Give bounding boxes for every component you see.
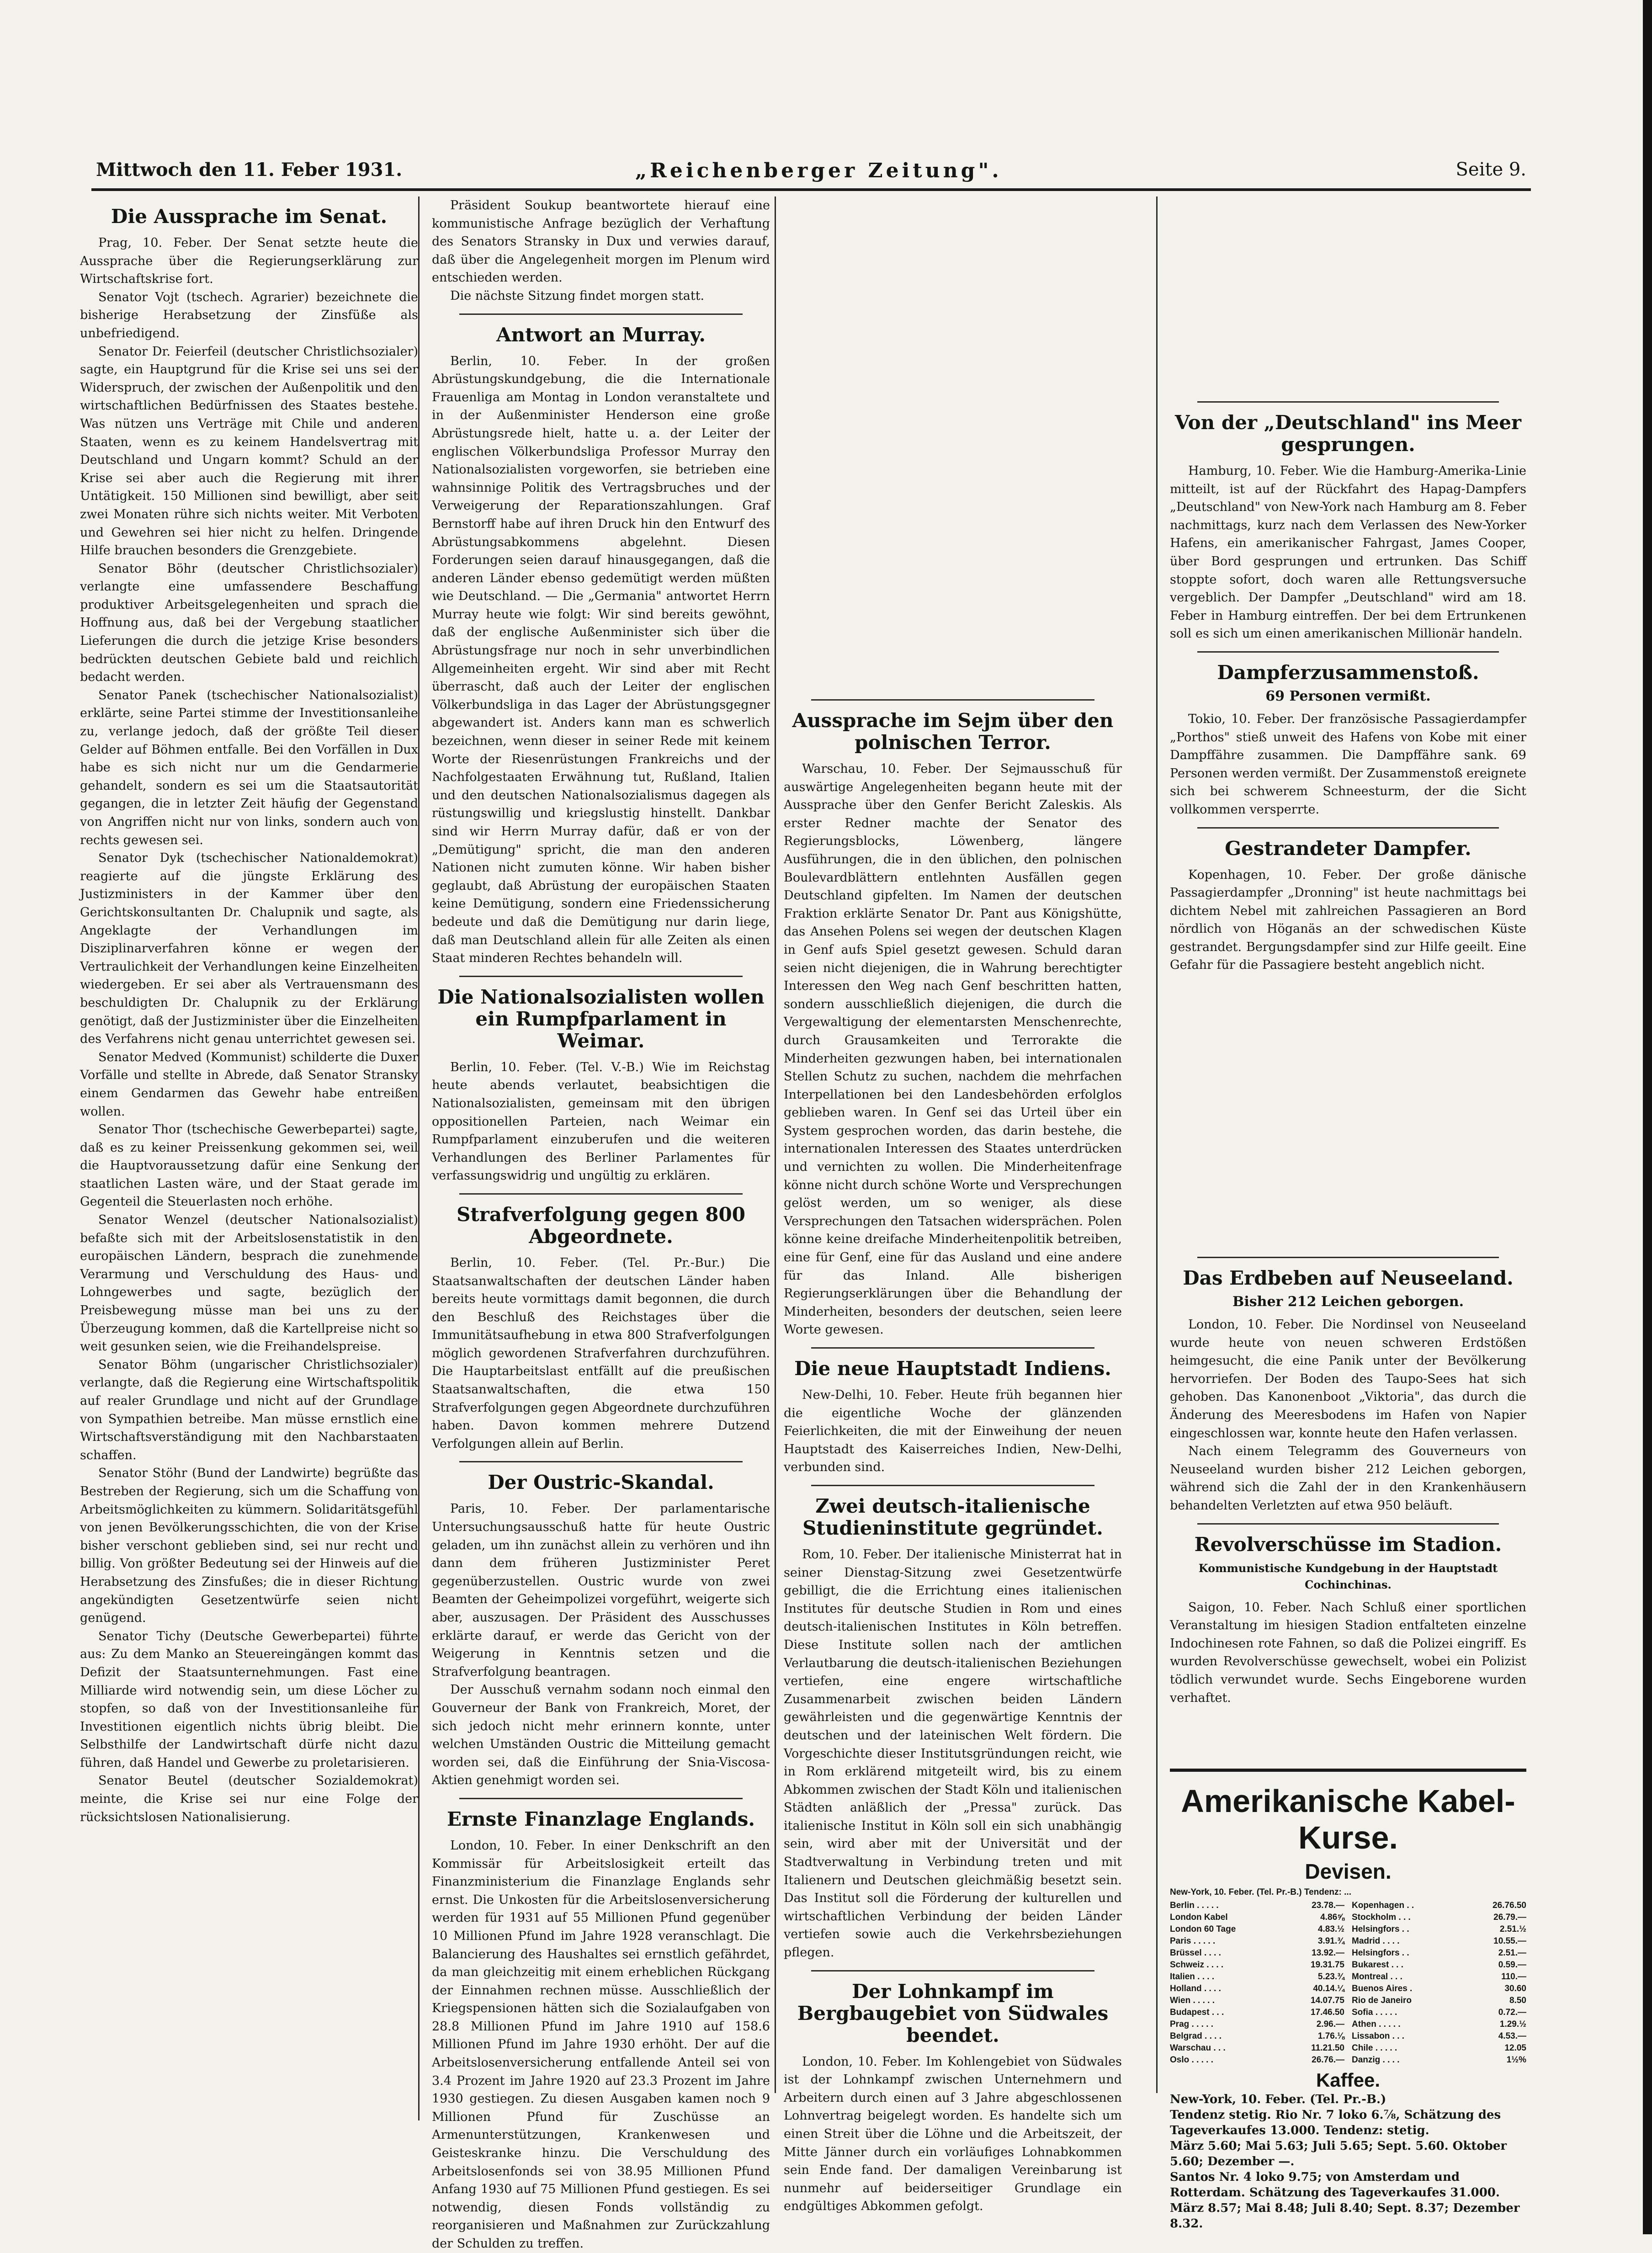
rate-value: 8.50 [1509, 1996, 1526, 2005]
rate-city: Helsingfors . . [1352, 1948, 1409, 1958]
article-divider [811, 1485, 1094, 1486]
article-divider [459, 1461, 743, 1462]
rate-city: Kopenhagen . . [1352, 1901, 1414, 1910]
rate-city: Budapest . . . [1170, 2008, 1224, 2017]
rate-value: 13.92.— [1312, 1948, 1344, 1958]
article-paragraph: Hamburg, 10. Feber. Wie die Hamburg-Amerika-Linie mitteilt, ist auf der Rückfahrt des Hapag-Dampfers „Deutschland" von New-York nach Hamburg am 8. Feber nachmittags, kurz nach dem Verlassen des New-Yorker Hafens, ein amerikanischer Fahrgast, James Cooper, über Bord gesprungen und ertrunken. Das Schiff stoppte sofort, doch waren alle Rettungsversuche vergeblich. Der Dampfer „Deutschland" wird am 18. Feber in Hamburg eintreffen. Der bei dem Ertrunkenen soll es sich um einen amerikanischen Millionär handeln. [1170, 464, 1526, 641]
rate-row [1352, 1995, 1526, 2007]
rate-value: 4.53.— [1498, 2031, 1526, 2041]
article-strafverfolgung [432, 1204, 770, 1453]
article-paragraph: Prag, 10. Feber. Der Senat setzte heute die Aussprache über die Regierungserklärung zur Wirtschaftskrise fort. [80, 236, 418, 287]
article-title: Die Aussprache im Senat. [111, 205, 388, 228]
article-stadion [1170, 1534, 1526, 1707]
article-title: Gestrandeter Dampfer. [1225, 837, 1471, 860]
page-header [96, 159, 1526, 191]
article-title: Zwei deutsch-italienische Studieninstitute gegründet. [802, 1494, 1103, 1539]
article-title: Die neue Hauptstadt Indiens. [794, 1357, 1111, 1380]
devisen-table [1170, 1900, 1526, 2066]
rate-row [1170, 2007, 1344, 2019]
markets-rule [1170, 1769, 1526, 1772]
rate-row [1352, 1959, 1526, 1971]
article-paragraph: Senator Dr. Feierfeil (deutscher Christlichsozialer) sagte, ein Hauptgrund für die Krise sei uns sei der Widerspruch, der zwischen der Außenpolitik und den wirtschaftlichen Bedürfnissen des Staates bestehe. Was nützen uns Verträge mit Chile und anderen Staaten, wenn es zu keinem Handelsvertrag mit Deutschland und Ungarn kommt? Schuld an der Krise sei aber auch die Regierung mit ihrer Untätigkeit. 150 Millionen sind bewilligt, aber seit zwei Monaten rühre sich nichts weiter. Mit Verboten und Gewehren sei hier nicht zu helfen. Dringende Hilfe brauchen besonders die Grenzgebiete. [80, 344, 418, 558]
article-paragraph: Warschau, 10. Feber. Der Sejmausschuß für auswärtige Angelegenheiten begann heute mit der Aussprache über den Genfer Bericht Zaleskis. Als erster Redner machte der Senator des Regierungsblocks, Löwenberg, längere Ausführungen, die in den üblichen, den polnischen Boulevardblättern entlehnten Ausfällen gegen Deutschland gipfelten. Im Namen der deutschen Fraktion erklärte Senator Dr. Pant aus Königshütte, das Ansehen Polens sei wegen der deutschen Klagen in Genf aufs Spiel gesetzt gewesen. Schuld daran seien nicht diejenigen, die in Wahrung berechtigter Interessen den Weg nach Genf beschritten hatten, sondern ausschließlich diejenigen, die durch die Vergewaltigung der elementarsten Menschenrechte, durch Grausamkeiten und Terrorakte die Minderheiten gezwungen haben, bei internationalen Stellen Schutz zu suchen, nachdem die mehrfachen Interpellationen bei den Landesbehörden erfolglos geblieben waren. In Genf sei das Urteil über ein System gesprochen worden, das darin bestehe, die internationalen Interessen des Staates unterdrücken und vernichten zu wollen. Die Minderheitenfrage könne nicht durch schöne Worte und Versprechungen gelöst werden, um so weniger, als diese Versprechungen den Tatsachen widersprächen. Polen könne keine dreifache Minderheitenpolitik betreiben, eine für Genf, eine für das Ausland und eine andere für das Inland. Alle bisherigen Regierungserklärungen über die Behandlung der Minderheiten, besonders der deutschen, seien leere Worte gewesen. [784, 762, 1122, 1337]
article-divider [459, 976, 743, 977]
article-dampfer [1170, 662, 1526, 819]
rate-row [1352, 1912, 1526, 1924]
devisen-dateline: New-York, 10. Feber. (Tel. Pr.-B.) Tendenz: ... [1170, 1887, 1351, 1897]
rate-city: Sofia . . . . . [1352, 2008, 1397, 2017]
page-edge [1643, 0, 1652, 2234]
rate-city: Berlin . . . . . [1170, 1901, 1219, 1910]
rate-value: 1.76.⅛ [1317, 2031, 1344, 2041]
rate-row [1170, 2019, 1344, 2030]
rate-row [1170, 2042, 1344, 2054]
article-gestrandet [1170, 838, 1526, 975]
rate-city: Brüssel . . . . [1170, 1948, 1221, 1958]
article-oustric [432, 1472, 770, 1790]
header-rule [91, 188, 1531, 191]
kaffee-line: März 5.60; Mai 5.63; Juli 5.65; Sept. 5.60. Oktober 5.60; Dezember —. [1170, 2139, 1507, 2168]
rate-city: Stockholm . . . [1352, 1913, 1411, 1922]
rate-city: Bukarest . . . [1352, 1960, 1403, 1970]
article-title: Von der „Deutschland" ins Meer gesprungen. [1174, 411, 1522, 456]
article-title: Revolverschüsse im Stadion. [1194, 1533, 1502, 1556]
article-title: Dampferzusammenstoß. [1217, 661, 1479, 684]
column-continuation-space [1170, 197, 1526, 393]
rate-city: Helsingfors . . [1352, 1924, 1409, 1934]
devisen-column-right [1352, 1900, 1526, 2066]
rate-city: Schweiz . . . . [1170, 1960, 1224, 1970]
rate-city: Rio de Janeiro [1352, 1996, 1412, 2005]
rate-row [1170, 1947, 1344, 1959]
column-rule [1156, 197, 1158, 2093]
article-title: Der Lohnkampf im Bergbaugebiet von Südwales beendet. [797, 1980, 1109, 2046]
article-paragraph: Senator Thor (tschechische Gewerbepartei) sagte, daß es zu keiner Preissenkung gekommen sei, weil die Hauptvoraussetzung dafür eine Senkung der staatlichen Lasten wäre, und der Staat gerade im Gegenteil die Steuerlasten noch erhöhe. [80, 1122, 418, 1209]
kaffee-title: Kaffee. [1316, 2069, 1381, 2091]
rate-city: London 60 Tage [1170, 1924, 1236, 1934]
rate-row [1170, 1924, 1344, 1935]
article-deck: Kommunistische Kundgebung in der Hauptstadt Cochinchinas. [1198, 1561, 1498, 1591]
article-title: Ernste Finanzlage Englands. [446, 1807, 755, 1830]
article-paragraph: Die nächste Sitzung findet morgen statt. [450, 288, 705, 303]
rate-row [1170, 2054, 1344, 2066]
article-paragraph: London, 10. Feber. Die Nordinsel von Neuseeland wurde heute von neuen schweren Erdstößen heimgesucht, die eine Panik unter der Bevölkerung hervorriefen. Der Boden des Taupo-Sees hat sich gehoben. Das Kanonenboot „Viktoria", das durch die Änderung des Meeresbodens im Hafen von Napier eingeschlossen war, konnte heute den Hafen verlassen. [1170, 1318, 1526, 1440]
rate-row [1352, 1971, 1526, 1983]
rate-value: 17.46.50 [1311, 2008, 1344, 2017]
market-rates-box [1170, 1769, 1526, 2231]
article-paragraph: Berlin, 10. Feber. (Tel. Pr.-Bur.) Die Staatsanwaltschaften der deutschen Länder haben bereits heute vormittags damit begonnen, die durch den Beschluß des Reichstages über die Immunitätsaufhebung in etwa 800 Strafverfolgungen möglich gewordenen Strafverfahren durchzuführen. Die Hauptarbeitslast entfällt auf die preußischen Staatsanwaltschaften, die etwa 150 Strafverfolgungen gegen Abgeordnete durchzuführen haben. Davon kommen mehrere Dutzend Verfolgungen allein auf Berlin. [432, 1255, 770, 1451]
rate-city: Madrid . . . . [1352, 1936, 1400, 1946]
article-deck: Bisher 212 Leichen geborgen. [1232, 1294, 1464, 1310]
rate-value: 5.23.¾ [1317, 1972, 1344, 1982]
article-title: Die Nationalsozialisten wollen ein Rumpfparlament in Weimar. [437, 985, 765, 1052]
column-4 [1170, 197, 1526, 1252]
article-divider [1197, 827, 1499, 829]
article-senat-continued [432, 197, 770, 305]
article-title: Aussprache im Sejm über den polnischen Terror. [792, 709, 1114, 754]
rate-row [1352, 1924, 1526, 1935]
rate-value: 11.21.50 [1311, 2043, 1344, 2053]
article-paragraph: Senator Tichy (Deutsche Gewerbepartei) führte aus: Zu dem Manko an Steuereingängen kommt das Defizit der Staatsunternehmungen. Fast eine Milliarde wird notwendig sein, um diese Löcher zu stopfen, so daß von der Investitionsanleihe für Investitionen eigentlich nichts übrig bleibt. Die Selbsthilfe der Landwirtschaft dürfe nicht dazu führen, daß Handel und Gewerbe zu proletarisieren. [80, 1629, 418, 1770]
rate-value: 19.31.75 [1311, 1960, 1344, 1970]
article-title: Das Erdbeben auf Neuseeland. [1183, 1267, 1514, 1289]
article-divider [1197, 1257, 1499, 1258]
rate-city: Lissabon . . . [1352, 2031, 1405, 2041]
article-neuseeland [1170, 1267, 1526, 1515]
rate-value: 1.29.½ [1499, 2019, 1526, 2029]
article-paragraph: Senator Stöhr (Bund der Landwirte) begrüßte das Bestreben der Regierung, sich um die Schaffung von Arbeitsmöglichkeiten zu kümmern. Solidaritätsgefühl von jenen Bevölkerungsschichten, die von der Krise bisher verschont geblieben sind, sei nur recht und billig. Von größter Bedeutung sei der Hinweis auf die Herabsetzung des Zinsfußes; die in dieser Richtung angekündigten Gesetzentwürfe seien nicht genügend. [80, 1466, 418, 1626]
rate-value: 23.78.— [1312, 1901, 1344, 1910]
article-paragraph: Nach einem Telegramm des Gouverneurs von Neuseeland wurden bisher 212 Leichen geborgen, während sich die Zahl der in den Krankenhäusern behandelten Verletzten auf etwa 950 beläuft. [1170, 1444, 1526, 1513]
rate-row [1352, 2019, 1526, 2030]
article-sejm [784, 710, 1122, 1339]
article-paragraph: Präsident Soukup beantwortete hierauf eine kommunistische Anfrage bezüglich der Verhaftung des Senators Stransky in Dux und verwies darauf, daß über die Angelegenheit morgen im Plenum wird entschieden werden. [432, 198, 770, 285]
rate-row [1170, 1995, 1344, 2007]
rate-city: Athen . . . . . [1352, 2019, 1401, 2029]
rate-value: 4.86⅝ [1320, 1913, 1344, 1922]
article-paragraph: Senator Panek (tschechischer Nationalsozialist) erklärte, seine Partei stimme der Investitionsanleihe zu, verlange jedoch, daß der größte Teil dieser Gelder auf Böhmen entfalle. Bei den Vorfällen in Dux habe es sich nicht nur um die Gendarmerie gehandelt, sondern es sei um die Staatsautorität gegangen, die in letzter Zeit häufig der Gegenstand von Angriffen nicht nur von links, sondern auch von rechts gewesen sei. [80, 688, 418, 847]
kaffee-report [1170, 2092, 1526, 2232]
article-divider [459, 1193, 743, 1195]
rate-row [1170, 2030, 1344, 2042]
rate-row [1352, 2042, 1526, 2054]
article-divider [1197, 651, 1499, 653]
article-title: Der Oustric-Skandal. [488, 1471, 714, 1494]
rate-city: Montreal . . . [1352, 1972, 1402, 1982]
rate-row [1352, 2007, 1526, 2019]
rate-value: 2.51.— [1498, 1948, 1526, 1958]
rate-value: 4.83.½ [1317, 1924, 1344, 1934]
article-rumpfparlament [432, 986, 770, 1185]
rate-row [1352, 1983, 1526, 1995]
column-2 [432, 197, 770, 2251]
rate-city: Prag . . . . . [1170, 2019, 1214, 2029]
kaffee-line: Santos Nr. 4 loko 9.75; von Amsterdam und Rotterdam. Schätzung des Tageverkaufes 31.000. [1170, 2170, 1500, 2200]
article-paragraph: Paris, 10. Feber. Der parlamentarische Untersuchungsausschuß hatte für heute Oustric geladen, um ihn zunächst allein zu verhören und ihn dann dem früheren Justizminister Peret gegenüberzustellen. Oustric wurde von zwei Beamten der Geheimpolizei vorgeführt, weigerte sich aber, auszusagen. Der Präsident des Ausschusses erklärte darauf, er werde das Gericht von der Weigerung in Kenntnis setzen und die Strafverfolgung beantragen. [432, 1502, 770, 1679]
rate-city: Paris . . . . . [1170, 1936, 1216, 1946]
rate-city: Holland . . . . [1170, 1984, 1221, 1993]
rate-row [1170, 1971, 1344, 1983]
column-3 [784, 197, 1122, 2214]
article-paragraph: London, 10. Feber. In einer Denkschrift an den Kommissär für Arbeitslosigkeit erteilt das Finanzministerium die Finanzlage Englands sehr ernst. Die Unkosten für die Arbeitslosenversicherung werden für 1931 auf 55 Millionen Pfund gegenüber 10 Millionen Pfund im Jahre 1928 veranschlagt. Die Balancierung des Haushaltes sei ernstlich gefährdet, da man gleichzeitig mit einem erheblichen Rückgang der Einnahmen rechnen müsse. Ausschließlich der Kriegspensionen hätten sich die Sozialaufgaben von 28.8 Millionen Pfund im Jahre 1910 auf 158.6 Millionen Pfund im Jahre 1930 erhöht. Der auf die Arbeitslosenversicherung entfallende Anteil sei von 3.4 Prozent im Jahre 1920 auf 23.3 Prozent im Jahre 1930 gestiegen. Zu diesen Ausgaben kamen noch 9 Millionen Pfund für Zuschüsse an Armenunterstützungen, Krankenwesen und Geisteskranke hinzu. Die Verschuldung des Arbeitslosenfonds sei von 38.95 Millionen Pfund Anfang 1930 auf 75 Millionen Pfund gestiegen. Es sei notwendig, diesen Fonds vollständig zu reorganisieren und Maßnahmen zur Zurückzahlung der Schulden zu treffen. [432, 1838, 770, 2251]
article-paragraph: Berlin, 10. Feber. (Tel. V.-B.) Wie im Reichstag heute abends verlautet, beabsichtigen die Nationalsozialisten, gemeinsam mit den übrigen oppositionellen Parteien, nach Weimar ein Rumpfparlament einzuberufen und die weiteren Verhandlungen des Berliner Parlamentes für verfassungswidrig und ungültig zu erklären. [432, 1060, 770, 1183]
article-paragraph: Senator Böhm (ungarischer Christlichsozialer) verlangte, daß die Regierung eine Wirtschaftspolitik auf realer Grundlage und nicht auf der Grundlage von Sympathien betreibe. Man müsse ernstlich eine Wirtschaftsverständigung mit den Nachbarstaaten schaffen. [80, 1357, 418, 1462]
article-divider [811, 699, 1094, 701]
rate-row [1170, 1900, 1344, 1912]
rate-value: 2.51.½ [1499, 1924, 1526, 1934]
rate-value: 12.05 [1504, 2043, 1526, 2053]
rate-value: 1½% [1506, 2055, 1526, 2065]
devisen-title: Devisen. [1305, 1860, 1392, 1883]
rate-row [1352, 1900, 1526, 1912]
article-divider [811, 1970, 1094, 1971]
article-lohnkampf [784, 1981, 1122, 2216]
article-divider [1197, 401, 1499, 403]
article-title: Antwort an Murray. [496, 323, 706, 346]
article-england [432, 1808, 770, 2253]
article-paragraph: Der Ausschuß vernahm sodann noch einmal den Gouverneur der Bank von Frankreich, Moret, der sich jedoch nicht mehr erinnern konnte, unter welchen Umständen Oustric die Mitteilung gemacht worden sei, daß die Einführung der Snia-Viscosa-Aktien genehmigt worden sei. [432, 1683, 770, 1788]
kaffee-line: Tendenz stetig. Rio Nr. 7 loko 6.⅞, Schätzung des Tageverkaufes 13.000. Tendenz: stetig. [1170, 2108, 1501, 2137]
rate-city: Italien . . . . [1170, 1972, 1215, 1982]
column-1 [80, 197, 418, 2120]
article-paragraph: New-Delhi, 10. Feber. Heute früh begannen hier die eigentliche Woche der glänzenden Feierlichkeiten, die mit der Einweihung der neuen Hauptstadt des Kaiserreiches Indien, New-Delhi, verbunden sind. [784, 1388, 1122, 1475]
header-date: Mittwoch den 11. Feber 1931. [96, 159, 403, 181]
article-paragraph: Saigon, 10. Feber. Nach Schluß einer sportlichen Veranstaltung im hiesigen Stadion entfalteten einzelne Indochinesen rote Fahnen, so daß die Polizei eingriff. Es wurden Revolverschüsse gewechselt, wobei ein Polizist tödlich verwundet wurde. Sechs Eingeborene wurden verhaftet. [1170, 1600, 1526, 1705]
kaffee-line: New-York, 10. Feber. (Tel. Pr.-B.) [1170, 2093, 1386, 2106]
article-divider [811, 1347, 1094, 1349]
article-divider [459, 1798, 743, 1799]
article-paragraph: Senator Böhr (deutscher Christlichsozialer) verlangte eine umfassendere Beschaffung produktiver Arbeitsgelegenheiten und sprach die Hoffnung aus, daß bei der Vergebung staatlicher Lieferungen die durch die jetzige Krise besonders bedrückten deutschen Gebiete bald und reichlich bedacht werden. [80, 561, 418, 685]
column-rule [418, 197, 420, 2120]
markets-title: Amerikanische Kabel-Kurse. [1181, 1783, 1515, 1855]
article-paragraph: Tokio, 10. Feber. Der französische Passagierdampfer „Porthos" stieß unweit des Hafens von Kobe mit einer Dampffähre zusammen. Die Dampffähre sank. 69 Personen werden vermißt. Der Zusammenstoß ereignete sich bei schwerem Schneesturm, der die Sicht vollkommen versperrte. [1170, 712, 1526, 817]
rate-value: 40.14.¼ [1313, 1984, 1344, 1993]
rate-city: Belgrad . . . . [1170, 2031, 1222, 2041]
rate-city: Oslo . . . . . [1170, 2055, 1214, 2065]
article-divider [459, 314, 743, 315]
article-paragraph: Kopenhagen, 10. Feber. Der große dänische Passagierdampfer „Dronning" ist heute nachmittags bei dichtem Nebel mit zahlreichen Passagieren an Bord nördlich von Höganäs an der schwedischen Küste gestrandet. Bergungsdampfer sind zur Hilfe geeilt. Eine Gefahr für die Passagiere besteht angeblich nicht. [1170, 867, 1526, 972]
rate-value: 110.— [1501, 1972, 1526, 1982]
rate-city: London Kabel [1170, 1913, 1228, 1922]
article-paragraph: London, 10. Feber. Im Kohlengebiet von Südwales ist der Lohnkampf zwischen Unternehmern und Arbeitern durch einen auf 3 Jahre abgeschlossenen Lohnvertrag beigelegt worden. Es handelte sich um einen Streit über die Löhne und die Arbeitszeit, der Mitte Jänner durch ein vorläufiges Lohnabkommen sein Ende fand. Der damaligen Vereinbarung ist nunmehr auf beiderseitiger Grundlage ein endgültiges Abkommen gefolgt. [784, 2054, 1122, 2214]
article-deck: 69 Personen vermißt. [1265, 688, 1431, 704]
article-paragraph: Senator Beutel (deutscher Sozialdemokrat) meinte, die Krise sei nur eine Folge der rücksichtslosen Nationalisierung. [80, 1774, 418, 1824]
rate-value: 2.96.— [1316, 2019, 1344, 2029]
rate-row [1170, 1935, 1344, 1947]
rate-row [1170, 1959, 1344, 1971]
article-paragraph: Senator Medved (Kommunist) schilderte die Duxer Vorfälle und stellte in Abrede, daß Senator Stransky einem Gendarmen das Gewehr habe entreißen wollen. [80, 1050, 418, 1119]
article-paragraph: Berlin, 10. Feber. In der großen Abrüstungskundgebung, die die Internationale Frauenliga am Montag in London veranstaltete und in der Außenminister Henderson eine große Abrüstungsrede hielt, hatte u. a. der Leiter der englischen Völkerbundsliga Professor Murray den Nationalsozialisten vorgeworfen, sie betrieben eine wahnsinnige Politik des Vertragsbruches und der Verweigerung der Reparationszahlungen. Graf Bernstorff habe auf ihren Druck hin den Entwurf des Abrüstungsabkommens abgelehnt. Diesen Forderungen seien darauf hinausgegangen, daß die anderen Länder ebenso gedemütigt werden müßten wie Deutschland. — Die „Germania" antwortet Herrn Murray heute wie folgt: Wir sind bereits gewöhnt, daß der englische Außenminister sich über die Abrüstungsfrage nur noch in sehr unverbindlichen Allgemeinheiten ergeht. Wir sind aber mit Recht überrascht, daß auch der Leiter der englischen Völkerbundsliga in das Lager der Abrüstungsgegner abgewandert ist. Anders kann man es schwerlich bezeichnen, wenn dieser in seiner Rede mit keinem Worte der Riesenrüstungen Frankreichs und der Nachfolgestaaten Erwähnung tut, Rußland, Italien und den deutschen Nationalsozialismus dagegen als rüstungswillig und kriegslustig hinstellt. Dankbar sind wir Herrn Murray dafür, daß er von der „Demütigung" spricht, die man den anderen Nationen nicht zumuten könne. Wir haben bisher geglaubt, daß Abrüstung der europäischen Staaten keine Demütigung, sondern eine Friedenssicherung bedeute und daß die Demütigung nur darin liege, daß man Deutschland allein für alle Zeiten als einen Staat minderen Rechtes behandeln will. [432, 354, 770, 966]
article-paragraph: Senator Dyk (tschechischer Nationaldemokrat) reagierte auf die jüngste Erklärung des Justizministers in der Kammer über den Gerichtskonsultanten Dr. Chalupnik und sagte, als Angeklagte der Verhandlungen im Disziplinarverfahren könne er wegen der Vertraulichkeit der Verhandlungen keine Einzelheiten wiedergeben. Er sei aber als Vertrauensmann des beschuldigten Dr. Chalupnik zu der Erklärung genötigt, daß der Justizminister über die Einzelheiten des Verfahrens nicht genau unterrichtet gewesen sei. [80, 851, 418, 1047]
rate-value: 26.79.— [1493, 1913, 1526, 1922]
article-indien [784, 1358, 1122, 1477]
rate-city: Wien . . . . . [1170, 1996, 1215, 2005]
rate-row [1170, 1912, 1344, 1924]
rate-city: Danzig . . . . [1352, 2055, 1400, 2065]
rate-row [1352, 2030, 1526, 2042]
rate-row [1352, 1947, 1526, 1959]
rate-city: Chile . . . . . [1352, 2043, 1397, 2053]
column-4-lower [1170, 1257, 1526, 1764]
rate-value: 26.76.50 [1493, 1901, 1526, 1910]
rate-value: 14.07.75 [1311, 1996, 1344, 2005]
rate-city: Warschau . . . [1170, 2043, 1226, 2053]
article-paragraph: Senator Wenzel (deutscher Nationalsozialist) befaßte sich mit der Arbeitslosenstatistik in den europäischen Ländern, besprach die zunehmende Verarmung und Verschuldung des Haus- und Lohngewerbes und sagte, bezüglich der Preisbewegung müsse man bei uns zu der Überzeugung kommen, daß die Kartellpreise nicht so weit gesunken seien, wie die Freihandelspreise. [80, 1213, 418, 1354]
rate-value: 26.76.— [1312, 2055, 1344, 2065]
rate-value: 3.91.¾ [1317, 1936, 1344, 1946]
devisen-column-left [1170, 1900, 1344, 2066]
page-number: Seite 9. [1455, 159, 1526, 180]
rate-row [1352, 1935, 1526, 1947]
article-deutschland [1170, 412, 1526, 643]
article-institute [784, 1495, 1122, 1962]
rate-city: Buenos Aires . [1352, 1984, 1413, 1993]
article-paragraph: Senator Vojt (tschech. Agrarier) bezeichnete die bisherige Herabsetzung der Zinsfüße als unbefriedigend. [80, 290, 418, 340]
article-paragraph: Rom, 10. Feber. Der italienische Ministerrat hat in seiner Dienstag-Sitzung zwei Gesetzentwürfe gebilligt, die die Errichtung eines italienischen Institutes für deutsche Studien in Rom und eines deutsch-italienischen Institutes in Köln betreffen. Diese Institute sollen nach der amtlichen Verlautbarung die deutsch-italienischen Beziehungen vertiefen, eine engere wirtschaftliche Zusammenarbeit zwischen beiden Ländern gewährleisten und die gegenwärtige Kenntnis der deutschen und der lateinischen Welt fördern. Die Vorgeschichte dieser Institutsgründungen reicht, wie in Rom erklärend mitgeteilt wird, bis zu einem Abkommen zwischen der Stadt Köln und italienischen Städten anläßlich der „Pressa" zurück. Das italienische Institut in Köln soll ein sich unabhängig sein, wird aber mit der Universität und der Stadtverwaltung in Verbindung treten und mit Italienern und Deutschen gleichmäßig besetzt sein. Das Institut soll die Förderung der kulturellen und wirtschaftlichen Verbindung der beiden Länder vertiefen sowie auch die Verkehrsbeziehungen pflegen. [784, 1547, 1122, 1960]
rate-value: 10.55.— [1493, 1936, 1526, 1946]
rate-value: 0.59.— [1498, 1960, 1526, 1970]
article-murray [432, 324, 770, 967]
rate-value: 30.60 [1504, 1984, 1526, 1993]
article-divider [1197, 1523, 1499, 1525]
column-rule [775, 197, 776, 2093]
kaffee-line: März 8.57; Mai 8.48; Juli 8.40; Sept. 8.37; Dezember 8.32. [1170, 2201, 1520, 2231]
rate-row [1352, 2054, 1526, 2066]
rate-value: 0.72.— [1498, 2008, 1526, 2017]
article-title: Strafverfolgung gegen 800 Abgeordnete. [457, 1203, 745, 1248]
masthead: „Reichenberger Zeitung". [635, 159, 1002, 182]
rate-row [1170, 1983, 1344, 1995]
article-senat [80, 206, 418, 1826]
